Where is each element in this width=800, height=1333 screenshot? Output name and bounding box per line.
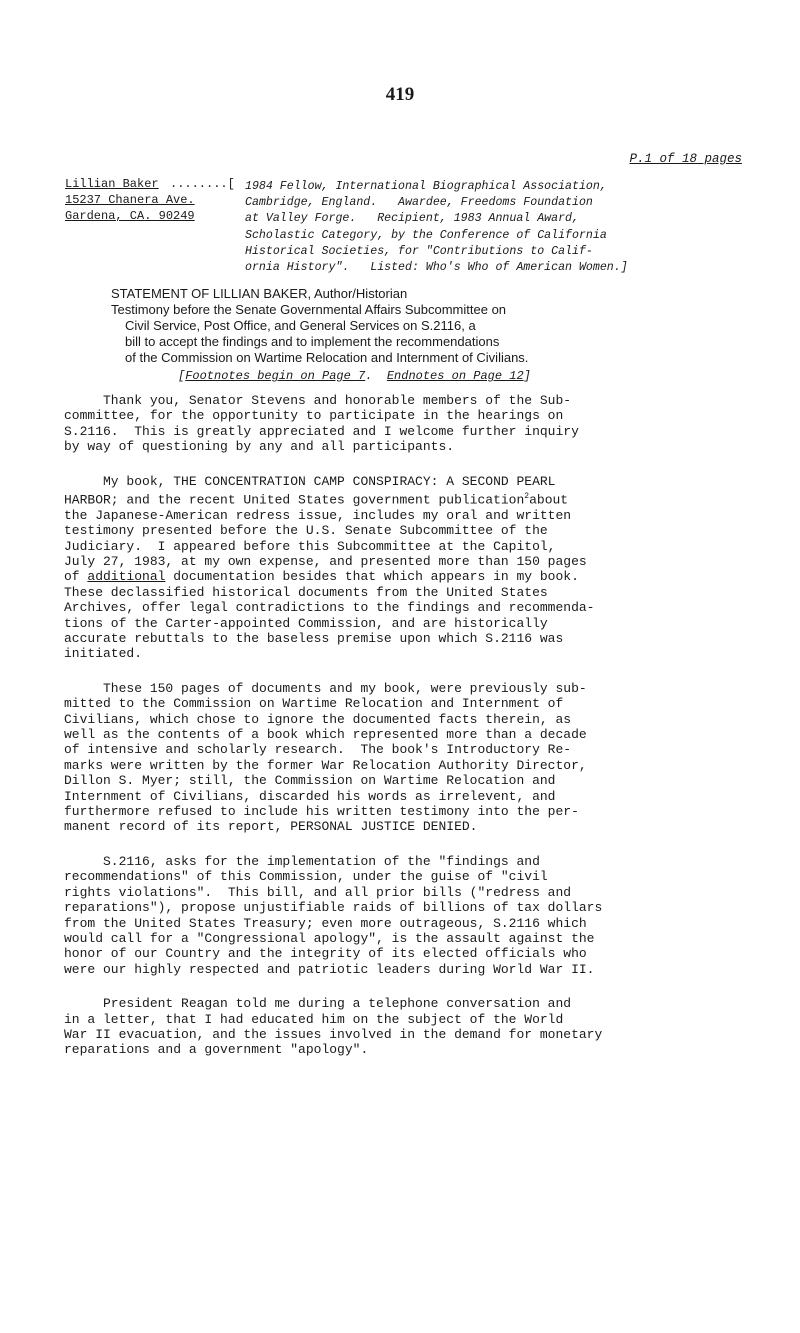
author-name: Lillian Baker <box>65 177 159 191</box>
statement-line: of the Commission on Wartime Relocation and Internment of Civilians. <box>125 350 529 365</box>
text-line: marks were written by the former War Relocation Authority Director, <box>64 757 587 773</box>
underlined-word: additional <box>87 569 166 585</box>
body-text <box>64 393 744 1077</box>
text-line: furthermore refused to include his written testimony into the per- <box>64 804 579 820</box>
bracket-close: ] <box>523 369 531 383</box>
separator: . <box>365 369 387 383</box>
text-line: Civilians, which chose to ignore the documented facts therein, as <box>64 711 572 727</box>
footnotes-note: Footnotes begin on Page 7 <box>185 369 366 383</box>
text-segment: about <box>529 492 569 508</box>
text-line: S.2116, asks for the implementation of the "findings and <box>64 853 540 869</box>
text-line: President Reagan told me during a telephone conversation and <box>64 996 572 1012</box>
text-segment: of <box>64 569 88 585</box>
page-number: 419 <box>385 84 415 105</box>
credential-line: ornia History". Listed: Who's Who of American Women.] <box>245 261 628 275</box>
page-count-label: P.1 of 18 pages <box>629 152 742 166</box>
endnotes-note: Endnotes on Page 12 <box>386 369 524 383</box>
text-line: reparations"), propose unjustifiable raids of billions of tax dollars <box>64 900 603 916</box>
credential-line: at Valley Forge. Recipient, 1983 Annual Award, <box>245 212 579 226</box>
text-line: rights violations". This bill, and all prior bills ("redress and <box>64 884 572 900</box>
text-line: by way of questioning by any and all participants. <box>64 439 455 455</box>
text-line: of intensive and scholarly research. The book's Introductory Re- <box>64 742 572 758</box>
author-credentials <box>245 179 715 276</box>
paragraph <box>64 393 744 455</box>
text-line: These 150 pages of documents and my book, were previously sub- <box>64 680 587 696</box>
text-line: honor of our Country and the integrity of its elected officials who <box>64 946 587 962</box>
text-line: well as the contents of a book which represented more than a decade <box>64 727 587 743</box>
bracket-open: [ <box>178 369 186 383</box>
text-line: War II evacuation, and the issues involved in the demand for monetary <box>64 1026 603 1042</box>
credential-line: Scholastic Category, by the Conference of California <box>245 228 607 242</box>
text-line: in a letter, that I had educated him on the subject of the World <box>64 1011 564 1027</box>
statement-line: bill to accept the findings and to implement the recommendations <box>125 334 500 349</box>
text-line: would call for a "Congressional apology", is the assault against the <box>64 930 595 946</box>
paragraph <box>64 474 744 662</box>
credential-line: Cambridge, England. Awardee, Freedoms Foundation <box>245 196 593 210</box>
text-line: Internment of Civilians, discarded his words as irrelevent, and <box>64 788 556 804</box>
text-line: committee, for the opportunity to participate in the hearings on <box>64 408 564 424</box>
text-line: tions of the Carter-appointed Commission, and are historically <box>64 615 548 631</box>
text-line: My book, THE CONCENTRATION CAMP CONSPIRACY: A SECOND PEARL <box>64 473 556 489</box>
text-line: the Japanese-American redress issue, includes my oral and written <box>64 507 572 523</box>
text-line: initiated. <box>64 646 143 662</box>
text-line: reparations and a government "apology". <box>64 1042 369 1058</box>
address-leader: ........[ <box>170 177 235 191</box>
text-line: S.2116. This is greatly appreciated and I welcome further inquiry <box>64 423 579 439</box>
paragraph <box>64 681 744 835</box>
text-line: manent record of its report, PERSONAL JUSTICE DENIED. <box>64 819 478 835</box>
footnote-marker: 2 <box>524 492 530 502</box>
statement-heading <box>111 286 528 366</box>
paragraph <box>64 854 744 977</box>
text-line: accurate rebuttals to the baseless premise upon which S.2116 was <box>64 631 564 647</box>
text-line: July 27, 1983, at my own expense, and presented more than 150 pages <box>64 553 587 569</box>
statement-line: Testimony before the Senate Governmental Affairs Subcommittee on <box>111 302 507 317</box>
text-line: were our highly respected and patriotic leaders during World War II. <box>64 961 595 977</box>
text-segment: HARBOR; and the recent United States government publication <box>64 492 525 508</box>
text-line: Dillon S. Myer; still, the Commission on Wartime Relocation and <box>64 773 556 789</box>
text-line: Archives, offer legal contradictions to the findings and recommenda- <box>64 600 595 616</box>
text-line: recommendations" of this Commission, under the guise of "civil <box>64 869 548 885</box>
text-line: testimony presented before the U.S. Senate Subcommittee of the <box>64 523 548 539</box>
text-line: mitted to the Commission on Wartime Relocation and Internment of <box>64 696 564 712</box>
text-line: from the United States Treasury; even more outrageous, S.2116 which <box>64 915 587 931</box>
statement-line: Civil Service, Post Office, and General Services on S.2116, a <box>125 318 476 333</box>
paragraph <box>64 996 744 1058</box>
text-line: Thank you, Senator Stevens and honorable members of the Sub- <box>64 393 572 408</box>
text-line: Judiciary. I appeared before this Subcommittee at the Capitol, <box>64 538 556 554</box>
text-line <box>64 569 744 584</box>
credential-line: 1984 Fellow, International Biographical Association, <box>245 180 607 193</box>
text-line <box>64 489 744 508</box>
statement-title: STATEMENT OF LILLIAN BAKER, Author/Historian <box>111 286 408 301</box>
credential-line: Historical Societies, for "Contributions to Calif- <box>245 244 593 258</box>
city-address: Gardena, CA. 90249 <box>65 209 195 223</box>
footnote-reference <box>178 369 531 383</box>
text-line: These declassified historical documents from the United States <box>64 584 548 600</box>
street-address: 15237 Chanera Ave. <box>65 193 195 207</box>
text-segment: documentation besides that which appears in my book. <box>165 569 579 585</box>
